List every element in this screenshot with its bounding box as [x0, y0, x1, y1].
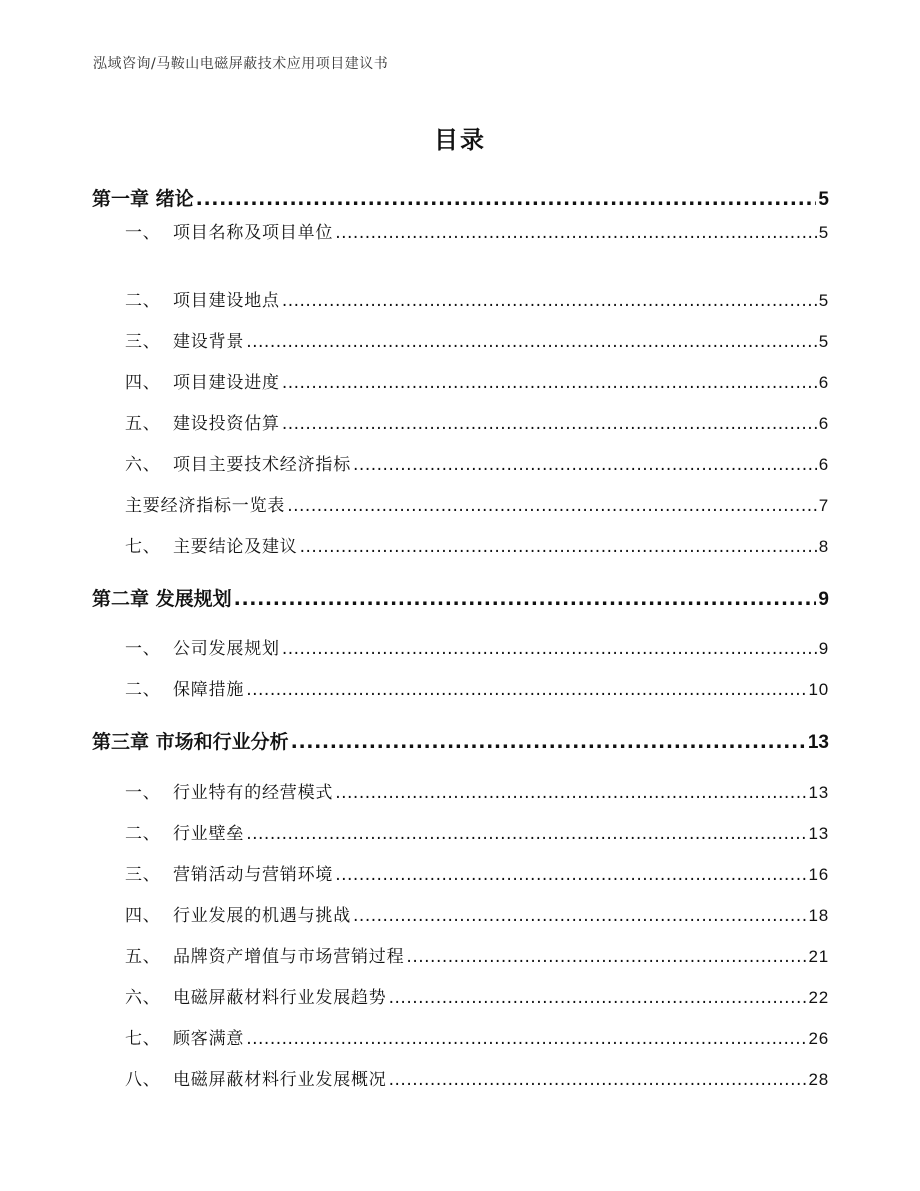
- toc-leader-dots: [246, 1029, 806, 1049]
- toc-label: 一、 公司发展规划: [125, 639, 280, 659]
- toc-label: 三、 建设背景: [125, 332, 245, 352]
- page-title: 目录: [434, 126, 486, 154]
- toc-section[interactable]: [125, 860, 829, 885]
- toc-leader-dots: [389, 1070, 807, 1090]
- toc-section[interactable]: [125, 1065, 829, 1090]
- toc-page-number: 28: [808, 1070, 829, 1089]
- toc-label: 一、 行业特有的经营模式: [125, 783, 334, 803]
- toc-section[interactable]: [125, 819, 829, 844]
- toc-label: 一、 项目名称及项目单位: [125, 223, 334, 243]
- toc-label: 三、 营销活动与营销环境: [125, 865, 334, 885]
- toc-section[interactable]: [125, 532, 829, 557]
- toc-leader-dots: [335, 865, 806, 885]
- toc-label: 四、 项目建设进度: [125, 373, 280, 393]
- toc-page-number: 5: [818, 291, 829, 310]
- toc-page-number: 8: [818, 537, 829, 556]
- toc-label: 七、 主要结论及建议: [125, 537, 298, 557]
- toc-leader-dots: [196, 188, 817, 210]
- toc-label: 七、 顾客满意: [125, 1029, 245, 1049]
- toc-leader-dots: [282, 414, 817, 434]
- toc-leader-dots: [353, 906, 806, 926]
- toc-page-number: 6: [818, 373, 829, 392]
- running-header: 泓域咨询/马鞍山电磁屏蔽技术应用项目建议书: [93, 56, 389, 72]
- toc-page-number: 5: [818, 223, 829, 242]
- toc-leader-dots: [282, 373, 817, 393]
- toc-leader-dots: [282, 291, 817, 311]
- toc-label: 第二章 发展规划: [92, 588, 232, 610]
- toc-label: 第一章 绪论: [92, 188, 194, 210]
- toc-page-number: 9: [818, 639, 829, 658]
- toc-label: 二、 保障措施: [125, 680, 245, 700]
- toc-section[interactable]: [125, 1024, 829, 1049]
- toc-page-number: 13: [807, 732, 829, 753]
- toc-leader-dots: [353, 455, 817, 475]
- toc-label: 二、 项目建设地点: [125, 291, 280, 311]
- toc-label: 第三章 市场和行业分析: [92, 731, 289, 753]
- toc-label: 六、 项目主要技术经济指标: [125, 455, 352, 475]
- toc-page-number: 22: [808, 988, 829, 1007]
- toc-section[interactable]: [125, 286, 829, 311]
- toc-leader-dots: [389, 988, 807, 1008]
- toc-section[interactable]: [125, 450, 829, 475]
- toc-page-number: 5: [818, 332, 829, 351]
- toc-page-number: 6: [818, 414, 829, 433]
- toc-section[interactable]: [125, 409, 829, 434]
- toc-label: 八、 电磁屏蔽材料行业发展概况: [125, 1070, 387, 1090]
- toc-page-number: 13: [808, 824, 829, 843]
- toc-page-number: 21: [808, 947, 829, 966]
- toc-leader-dots: [291, 731, 806, 753]
- toc-page-number: 13: [808, 783, 829, 802]
- toc-section[interactable]: [125, 942, 829, 967]
- toc-leader-dots: [335, 223, 817, 243]
- toc-label: 四、 行业发展的机遇与挑战: [125, 906, 352, 926]
- toc-page-number: 9: [818, 589, 829, 610]
- toc-label: 主要经济指标一览表: [125, 496, 286, 516]
- toc-page-number: 18: [808, 906, 829, 925]
- toc-leader-dots: [406, 947, 806, 967]
- toc-section[interactable]: [125, 901, 829, 926]
- toc-label: 五、 品牌资产增值与市场营销过程: [125, 947, 405, 967]
- toc-page-number: 5: [818, 189, 829, 210]
- toc-leader-dots: [234, 588, 817, 610]
- toc-leader-dots: [246, 824, 806, 844]
- toc-page-number: 16: [808, 865, 829, 884]
- toc-section[interactable]: [125, 634, 829, 659]
- toc-page-number: 26: [808, 1029, 829, 1048]
- toc-section[interactable]: [125, 675, 829, 700]
- toc-section[interactable]: [125, 778, 829, 803]
- toc-label: 二、 行业壁垒: [125, 824, 245, 844]
- toc-section[interactable]: [125, 327, 829, 352]
- toc-leader-dots: [287, 496, 817, 516]
- toc-leader-dots: [300, 537, 817, 557]
- toc-chapter-3[interactable]: [92, 727, 829, 754]
- toc-chapter-2[interactable]: [92, 584, 829, 611]
- toc-page-number: 6: [818, 455, 829, 474]
- toc-chapter-1[interactable]: [92, 184, 829, 211]
- toc-page-number: 10: [808, 680, 829, 699]
- toc-section[interactable]: [125, 491, 829, 516]
- toc-label: 五、 建设投资估算: [125, 414, 280, 434]
- toc-section[interactable]: [125, 983, 829, 1008]
- toc-leader-dots: [335, 783, 806, 803]
- toc-leader-dots: [246, 332, 817, 352]
- toc-section[interactable]: [125, 368, 829, 393]
- toc-leader-dots: [282, 639, 817, 659]
- toc-section[interactable]: [125, 218, 829, 243]
- toc-page-number: 7: [818, 496, 829, 515]
- toc-label: 六、 电磁屏蔽材料行业发展趋势: [125, 988, 387, 1008]
- toc-leader-dots: [246, 680, 806, 700]
